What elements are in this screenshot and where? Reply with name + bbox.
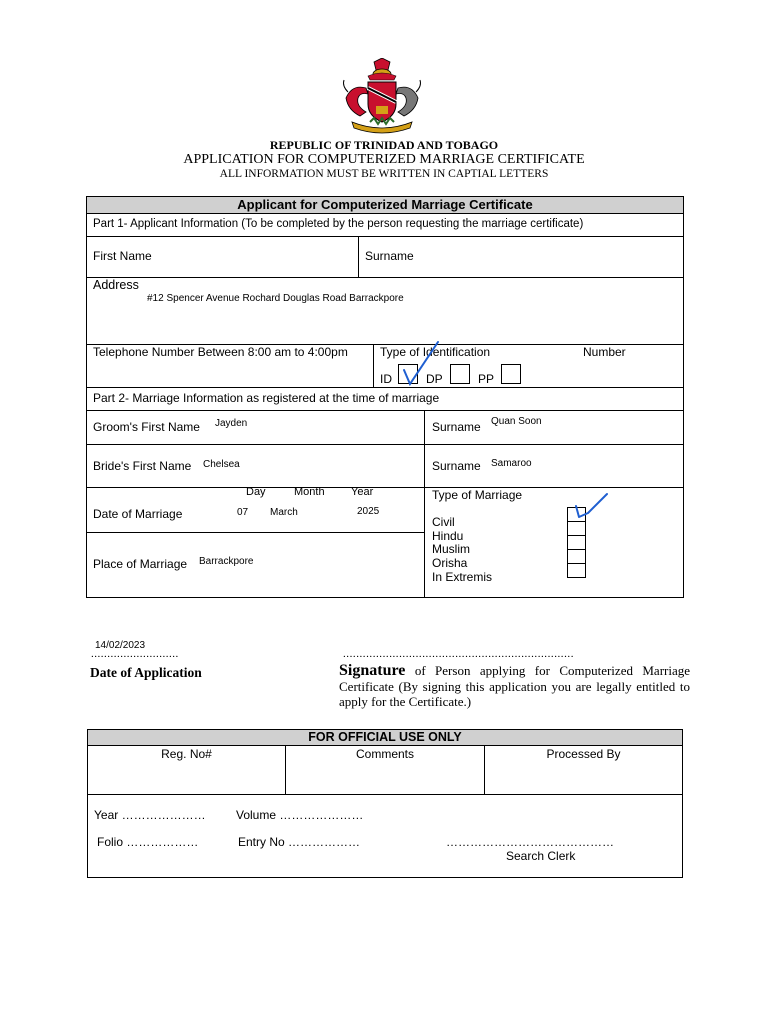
type-hindu: Hindu [432,529,464,543]
id-option-dp: DP [426,372,443,386]
part2-label: Part 2- Marriage Information as registered at the time of marriage [93,391,440,405]
entry-no-line: Entry No ……………… [238,835,361,849]
processed-by-label: Processed By [546,747,621,761]
bride-label: Bride's First Name [93,459,192,473]
bride-surname-label: Surname [432,459,481,473]
groom-surname-label: Surname [432,420,481,434]
id-type-label: Type of Identification [380,345,491,359]
type-of-marriage-label: Type of Marriage [432,488,523,502]
application-date-value[interactable]: 14/02/2023 [95,640,146,651]
day-value[interactable]: 07 [237,507,249,518]
check-mark-icon [398,340,442,388]
month-label: Month [294,486,325,498]
bride-surname-value[interactable]: Samaroo [491,458,532,469]
year-line: Year ………………… [94,808,206,822]
in-extremis-checkbox[interactable] [567,563,586,578]
date-dots: ........................... [91,648,179,660]
form-instruction: ALL INFORMATION MUST BE WRITTEN IN CAPTIAL LETTERS [219,168,549,180]
volume-line: Volume ………………… [236,808,364,822]
place-value[interactable]: Barrackpore [199,556,254,567]
type-muslim: Muslim [432,542,470,556]
type-orisha: Orisha [432,556,468,570]
official-heading: FOR OFFICIAL USE ONLY [308,730,462,744]
groom-label: Groom's First Name [93,420,200,434]
date-of-application-label: Date of Application [90,665,202,680]
folio-line: Folio ……………… [97,835,199,849]
number-label: Number [583,345,626,359]
orisha-checkbox[interactable] [567,549,586,564]
reg-no-label: Reg. No# [161,747,212,761]
groom-surname-value[interactable]: Quan Soon [491,416,542,427]
date-of-marriage-label: Date of Marriage [93,507,183,521]
republic-title: REPUBLIC OF TRINIDAD AND TOBAGO [269,138,499,152]
year-label: Year [351,486,374,498]
id-option-pp: PP [478,372,495,386]
bride-value[interactable]: Chelsea [203,459,240,470]
dp-checkbox[interactable] [450,364,470,384]
address-label: Address [93,278,139,292]
signature-dots: ...................................................................... [343,648,574,660]
signature-text-block [339,663,690,710]
signature-word: Signature [339,662,406,679]
telephone-label: Telephone Number Between 8:00 am to 4:00pm [93,345,348,359]
comments-label: Comments [355,747,414,761]
day-label: Day [246,486,266,498]
part1-label: Part 1- Applicant Information (To be completed by the person requesting the marriage certificate) [93,218,584,230]
check-mark-icon [570,490,612,524]
signature-description: of Person applying for Computerized Marriage Certificate (By signing this application you are legally entitled to apply for the Certificate.) [339,663,691,709]
place-of-marriage-label: Place of Marriage [93,557,188,571]
search-clerk-label: Search Clerk [506,849,576,863]
month-value[interactable]: March [270,507,298,518]
id-option-id: ID [380,372,392,386]
surname-label: Surname [365,249,414,263]
address-value[interactable]: #12 Spencer Avenue Rochard Douglas Road Barrackpore [147,293,404,304]
year-value[interactable]: 2025 [357,506,380,517]
coat-of-arms-icon [338,58,426,136]
form-title: APPLICATION FOR COMPUTERIZED MARRIAGE CERTIFICATE [183,152,585,167]
muslim-checkbox[interactable] [567,535,586,550]
type-civil: Civil [432,515,455,529]
type-in-extremis: In Extremis [432,570,493,584]
first-name-label: First Name [93,249,152,263]
search-clerk-dots: …………………………………… [446,835,614,849]
form-heading: Applicant for Computerized Marriage Certificate [237,197,533,212]
groom-value[interactable]: Jayden [215,418,248,429]
pp-checkbox[interactable] [501,364,521,384]
